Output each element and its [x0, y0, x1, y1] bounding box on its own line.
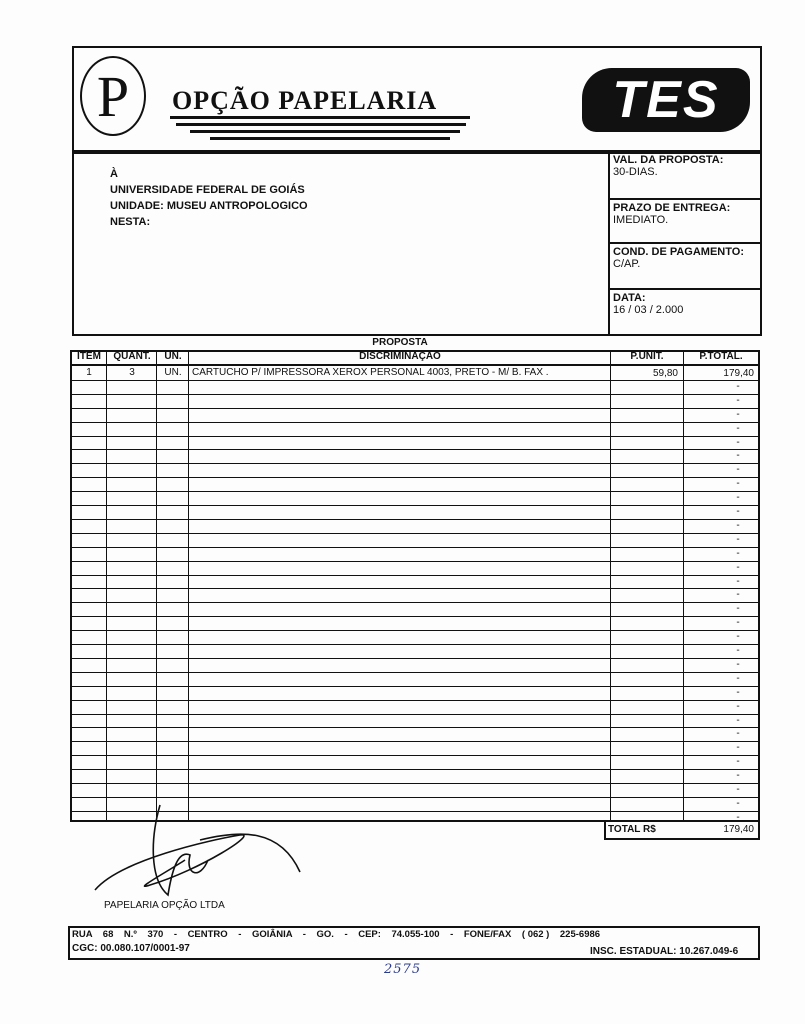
empty-total-mark: - — [736, 478, 740, 489]
empty-total-mark: - — [736, 534, 740, 545]
col-divider — [156, 350, 157, 822]
empty-total-mark: - — [736, 548, 740, 559]
row-rule — [70, 783, 760, 784]
empty-total-mark: - — [736, 742, 740, 753]
empty-total-mark: - — [736, 687, 740, 698]
handwritten-number: 2575 — [384, 962, 422, 977]
row-rule — [70, 755, 760, 756]
empty-total-mark: - — [736, 617, 740, 628]
terms-date — [613, 292, 759, 316]
items-table — [70, 350, 760, 822]
row-rule — [70, 714, 760, 715]
col-header-unit-price: P.UNIT. — [630, 351, 664, 362]
empty-total-mark: - — [736, 673, 740, 684]
date-value: 16 / 03 / 2.000 — [613, 304, 684, 316]
col-header-item: ÍTEM — [77, 351, 101, 362]
row-rule — [70, 477, 760, 478]
empty-total-mark: - — [736, 437, 740, 448]
row-rule — [70, 394, 760, 395]
col-divider — [610, 350, 611, 822]
empty-total-mark: - — [736, 506, 740, 517]
row-qty: 3 — [129, 367, 135, 378]
recipient-line3: NESTA: — [110, 216, 151, 228]
tes-brand-logo: TES — [582, 68, 750, 132]
row-rule — [70, 505, 760, 506]
total-label: TOTAL R$ — [608, 824, 656, 835]
footer-cgc: CGC: 00.080.107/0001-97 — [72, 943, 190, 954]
signature-company: PAPELARIA OPÇÃO LTDA — [104, 900, 225, 911]
empty-total-mark: - — [736, 589, 740, 600]
table-header-bottom — [70, 364, 760, 366]
validity-label: VAL. DA PROPOSTA: — [613, 154, 724, 166]
empty-total-mark: - — [736, 423, 740, 434]
terms-separator — [608, 242, 762, 244]
empty-total-mark: - — [736, 798, 740, 809]
row-rule — [70, 700, 760, 701]
row-rule — [70, 672, 760, 673]
logo-swoosh-line — [170, 116, 470, 119]
terms-separator — [608, 288, 762, 290]
row-rule — [70, 547, 760, 548]
row-rule — [70, 797, 760, 798]
empty-total-mark: - — [736, 520, 740, 531]
terms-validity — [613, 154, 759, 178]
row-rule — [70, 449, 760, 450]
empty-total-mark: - — [736, 659, 740, 670]
col-header-desc: DISCRIMINAÇÃO — [359, 351, 441, 362]
total-value: 179,40 — [723, 824, 754, 835]
row-desc: CARTUCHO P/ IMPRESSORA XEROX PERSONAL 4003, PRETO - M/ B. FAX . — [192, 367, 549, 378]
row-unit: UN. — [164, 367, 182, 378]
signature-scribble — [90, 800, 310, 910]
empty-total-mark: - — [736, 603, 740, 614]
empty-total-mark: - — [736, 701, 740, 712]
row-rule — [70, 588, 760, 589]
row-rule — [70, 602, 760, 603]
empty-total-mark: - — [736, 492, 740, 503]
payment-label: COND. DE PAGAMENTO: — [613, 246, 744, 258]
company-title: OPÇÃO PAPELARIA — [172, 86, 438, 115]
recipient-to: À — [110, 168, 118, 180]
empty-total-mark: - — [736, 381, 740, 392]
col-header-qty: QUANT. — [113, 351, 151, 362]
row-rule — [70, 658, 760, 659]
col-divider — [106, 350, 107, 822]
empty-total-mark: - — [736, 784, 740, 795]
empty-total-mark: - — [736, 576, 740, 587]
empty-total-mark: - — [736, 770, 740, 781]
empty-total-mark: - — [736, 645, 740, 656]
col-divider — [188, 350, 189, 822]
logo-swoosh-line — [210, 137, 450, 140]
row-rule — [70, 463, 760, 464]
company-logo: P — [80, 56, 146, 136]
row-rule — [70, 575, 760, 576]
row-total: 179,40 — [723, 368, 754, 379]
empty-total-mark: - — [736, 395, 740, 406]
empty-total-mark: - — [736, 409, 740, 420]
row-rule — [70, 380, 760, 381]
empty-total-mark: - — [736, 631, 740, 642]
row-rule — [70, 630, 760, 631]
terms-payment — [613, 246, 759, 270]
row-rule — [70, 408, 760, 409]
proposal-title: PROPOSTA — [372, 337, 428, 348]
row-rule — [70, 769, 760, 770]
empty-total-mark: - — [736, 450, 740, 461]
logo-swoosh-line — [176, 123, 466, 126]
date-label: DATA: — [613, 292, 646, 304]
recipient-block — [110, 166, 308, 230]
empty-total-mark: - — [736, 728, 740, 739]
empty-total-mark: - — [736, 464, 740, 475]
row-rule — [70, 727, 760, 728]
delivery-label: PRAZO DE ENTREGA: — [613, 202, 731, 214]
validity-value: 30-DIAS. — [613, 166, 658, 178]
row-rule — [70, 741, 760, 742]
terms-delivery — [613, 202, 759, 226]
footer-address: RUA 68 N.º 370 - CENTRO - GOIÂNIA - GO. - CEP: 74.055-100 - FONE/FAX ( 062 ) 225-6986 — [72, 929, 601, 940]
row-rule — [70, 436, 760, 437]
row-item: 1 — [86, 367, 92, 378]
row-rule — [70, 422, 760, 423]
col-header-unit: UN. — [164, 351, 182, 362]
payment-value: C/AP. — [613, 258, 641, 270]
empty-total-mark: - — [736, 562, 740, 573]
delivery-value: IMEDIATO. — [613, 214, 669, 226]
row-rule — [70, 519, 760, 520]
empty-total-mark: - — [736, 715, 740, 726]
empty-total-mark: - — [736, 756, 740, 767]
recipient-line2: UNIDADE: MUSEU ANTROPOLOGICO — [110, 200, 308, 212]
row-rule — [70, 491, 760, 492]
recipient-line1: UNIVERSIDADE FEDERAL DE GOIÁS — [110, 184, 305, 196]
logo-swoosh-line — [190, 130, 460, 133]
row-rule — [70, 561, 760, 562]
row-rule — [70, 686, 760, 687]
col-divider — [683, 350, 684, 822]
empty-total-mark: - — [736, 812, 740, 823]
footer-insc: INSC. ESTADUAL: 10.267.049-6 — [590, 946, 739, 957]
row-rule — [70, 644, 760, 645]
terms-divider — [608, 152, 610, 336]
terms-separator — [608, 198, 762, 200]
col-header-total: P.TOTAL. — [699, 351, 743, 362]
row-unit-price: 59,80 — [652, 368, 678, 379]
row-rule — [70, 533, 760, 534]
row-rule — [70, 616, 760, 617]
